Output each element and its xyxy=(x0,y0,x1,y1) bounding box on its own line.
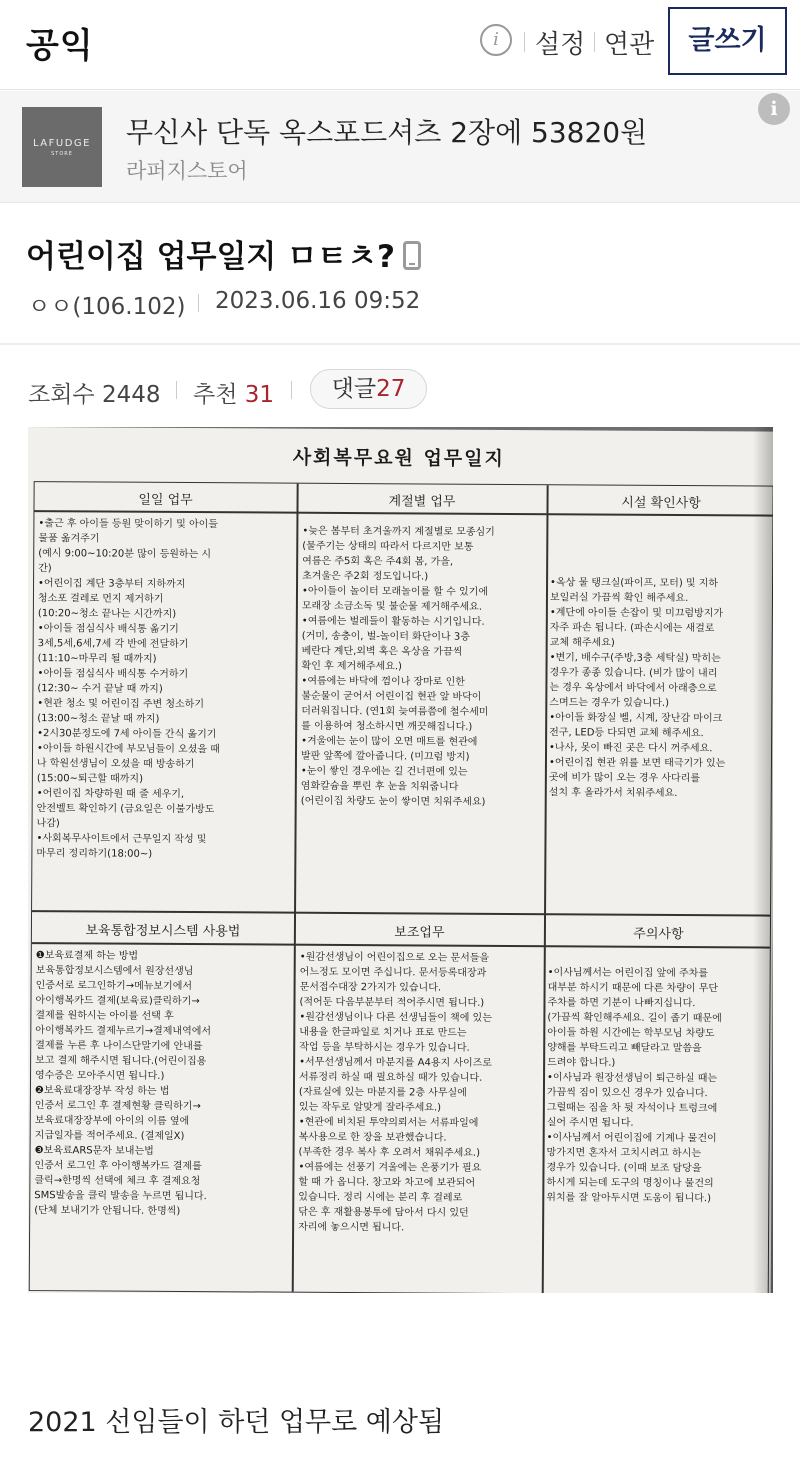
scanned-document xyxy=(28,427,773,1293)
caution-notes: •이사님께서는 어린이집 앞에 주차를 대부분 하시기 때문에 다른 차량이 무단 주차를 하면 기분이 나빠지십니다. (가끔씩 확인해주세요. 길이 좁기 때문에 아이들 하원 시간에는 학부모님 차량도 양해를 부탁드리고 빼달라고 말씀을 드려야 합니다.) •이사님과 원장선생님이 퇴근하실 때는 가끔씩 짐이 있으신 경우가 있습니다. 그럴때는 짐을 차 뒷 자석이나 트렁크에 실어 주시면 됩니다. •이사님께서 어린이집에 기계나 물건이 망가지면 혼자서 고치시려고 하시는 경우가 있습니다. (이때 보조 담당을 하시게 되는데 도구의 명칭이나 물건의 위치를 잘 알아두시면 도움이 됩니다.) xyxy=(546,967,722,1205)
view-count xyxy=(28,376,161,409)
post-date: 2023.06.16 09:52 xyxy=(215,288,421,314)
ad-banner[interactable] xyxy=(0,91,800,203)
post-title-text: 어린이집 업무일지 ㅁㅌㅊ? xyxy=(26,239,395,275)
document-title: 사회복무요원 업무일지 xyxy=(292,446,505,470)
author-name[interactable]: ㅇㅇ(106.102) xyxy=(28,294,186,320)
column-header: 시설 확인사항 xyxy=(621,495,701,512)
recommend-count xyxy=(193,376,274,409)
info-circle-icon[interactable]: i xyxy=(480,24,512,56)
post-body-text: 2021 선임들이 하던 업무로 예상됨 xyxy=(28,1407,445,1438)
recommend-label: 추천 xyxy=(193,382,238,408)
photo-shadow xyxy=(753,427,773,1293)
column-header: 계절별 업무 xyxy=(388,494,456,510)
column-header: 주의사항 xyxy=(633,926,684,943)
divider xyxy=(176,381,177,399)
store-logo xyxy=(22,107,102,187)
comments-value: 27 xyxy=(376,376,406,402)
seasonal-tasks: •늦은 봄부터 초겨울까지 계절별로 모종심기 (물주기는 상태의 따라서 다르지만 보통 여름은 주5회 혹은 주4회 봄, 가을, 초겨울은 주2회 정도입니다.) •아이들이 놀이터 모래놀이를 할 수 있기에 모래장 소금소독 및 불순물 제거해주세요. •여름에는 벌레들이 활동하는 시기입니다. (거미, 송충이, 벌-놀이터 화단이나 3층 베란다 계단,외벽 혹은 옥상을 가끔씩 확인 후 제거해주세요.) •여름에는 바닥에 껌이나 장마로 인한 불순물이 굳어서 어린이집 현관 앞 바닥이 더러워집니다. (연1회 늦여름쯤에 철수세미 를 이용하여 청소하시면 깨끗해집니다.) •겨울에는 눈이 많이 오면 매트를 현관에 발판 앞쪽에 깔아줍니다. (미끄럼 방지) •눈이 쌓인 경우에는 길 건너편에 있는 염화칼슘을 뿌린 후 눈을 치워줍니다 (어린이집 차량도 눈이 쌓이면 치워주세요) xyxy=(300,525,495,808)
divider xyxy=(594,32,595,52)
views-value: 2448 xyxy=(101,382,161,408)
table-line xyxy=(32,910,770,916)
gallery-title[interactable]: 공익 xyxy=(26,26,94,66)
top-bar xyxy=(0,0,800,90)
comments-label: 댓글 xyxy=(331,376,377,402)
daily-tasks: •출근 후 아이들 등원 맞이하기 및 아이들 물품 옮겨주기 (예시 9:00~10:20분 많이 등원하는 시 간) •어린이집 계단 3층부터 지하까지 청소포 걸레로 먼지 제거하기 (10:20~청소 끝나는 시간까지) •아이들 점심식사 배식통 옮기기 3세,5세,6세,7세 각 반에 전달하기 (11:10~마무리 될 때까지) •아이들 점심식사 배식통 수거하기 (12:30~ 수거 끝날 때 까지) •현관 청소 및 어린이집 주변 청소하기 (13:00~청소 끝날 때 까지) •2시30분정도에 7세 아이들 간식 옮기기 •아이들 하원시간에 부모님들이 오셨을 때 나 학원선생님이 오셨을 때 방송하기 (15:00~퇴근할 때까지) •어린이집 차량하원 때 줄 세우기, 안전벨트 확인하기 (금요일은 이불가방도 나감) •사회복무사이트에서 근무일지 작성 및 마무리 정리하기(18:00~) xyxy=(36,518,220,860)
ad-title[interactable]: 무신사 단독 옥스포드셔츠 2장에 53820원 xyxy=(126,116,648,149)
divider xyxy=(291,381,292,399)
comment-count-button[interactable] xyxy=(310,369,427,409)
document-table xyxy=(29,481,773,1293)
assist-tasks: •원감선생님이 어린이집으로 오는 문서들을 어느정도 모이면 주십니다. 문서등록대장과 문서접수대장 2가지가 있습니다. (적어둔 다음부분부터 적어주시면 됩니다.) •원감선생님이나 다른 선생님들이 책에 있는 내용을 한글파일로 치거나 표로 만드는 작업 등을 부탁하시는 경우가 있습니다. •서무선생님께서 마분지를 A4용지 사이즈로 서류정리 하실 때 필요하실 때가 있습니다. (자료실에 있는 마분지를 2층 사무실에 있는 작두로 알맞게 잘라주세요.) •현관에 비치된 투약의뢰서는 서류파일에 복사용으로 한 장을 보관했습니다. (부족한 경우 복사 후 오려서 채워주세요.) •여름에는 선풍기 겨울에는 온풍기가 필요 할 때 가 옵니다. 창고와 차고에 보관되어 있습니다. 정리 시에는 분리 후 걸레로 닦은 후 재활용봉투에 담아서 다시 있던 자리에 놓으시면 됩니다. xyxy=(298,951,493,1234)
facility-checks: •옥상 물 탱크실(파이프, 모터) 및 지하 보일러실 가끔씩 확인 해주세요. •계단에 아이들 손잡이 및 미끄럼방지가 자주 파손 됩니다. (파손시에는 새걸로 교체 해주세요) •변기, 배수구(주방,3층 세탁실) 막히는 경우가 종종 있습니다. (비가 많이 내리 는 경우 옥상에서 바닥에서 아래층으로 스며드는 경우가 있습니다.) •아이들 화장실 벨, 시계, 장난감 마이크 전구, LED등 다되면 교체 해주세요. •나사, 못이 빠진 곳은 다시 꺼주세요. •어린이집 현관 위를 보면 태극기가 있는 곳에 비가 많이 오는 경우 사다리를 설치 후 올라가서 치워주세요. xyxy=(548,577,726,800)
divider xyxy=(524,32,525,52)
ad-info-icon[interactable]: i xyxy=(758,93,790,125)
logo-subtext: STORE xyxy=(51,150,73,157)
divider xyxy=(198,294,199,312)
logo-text: LAFUDGE xyxy=(33,137,91,149)
post-image[interactable] xyxy=(28,427,773,1293)
section-divider xyxy=(0,343,800,345)
ad-store-name: 라퍼지스토어 xyxy=(126,159,248,183)
column-header: 보육통합정보시스템 사용법 xyxy=(85,923,241,940)
views-label: 조회수 xyxy=(28,382,95,408)
mobile-phone-icon xyxy=(403,241,421,270)
table-line xyxy=(32,942,770,948)
column-header: 일일 업무 xyxy=(138,492,193,509)
column-header: 보조업무 xyxy=(394,925,445,941)
recommend-value: 31 xyxy=(244,382,275,408)
system-guide: ❶보육료결제 하는 방법 보육통합정보시스템에서 원장선생님 인증서로 로그인하기→메뉴보기에서 아이행복카드 결제(보육료)클릭하기→ 결제를 원하시는 아이를 선택 후 아이행복카드 결제누르기→결제내역에서 결제를 누른 후 나이스단말기에 안내를 보고 결제 해주시면 됩니다.(어린이집용 영수증은 모아주시면 됩니다.) ❷보육료대장장부 작성 하는 법 인증서 로그인 후 결제현황 클릭하기→ 보육료대장장부에 아이의 이름 옆에 지급일자를 적어주세요. (결제일X) ❸보육료ARS문자 보내는법 인증서 로그인 후 아이행복카드 결제를 클릭→한명씩 선택에 체크 후 결제요청 SMS발송을 클릭 발송을 누르면 됩니다. (단체 보내기가 안됩니다. 한명씩) xyxy=(34,950,212,1217)
write-post-button[interactable]: 글쓰기 xyxy=(668,7,787,75)
post-title xyxy=(26,231,421,276)
settings-link[interactable]: 설정 xyxy=(535,30,586,60)
related-link[interactable]: 연관 xyxy=(604,30,655,60)
table-line xyxy=(34,510,772,516)
